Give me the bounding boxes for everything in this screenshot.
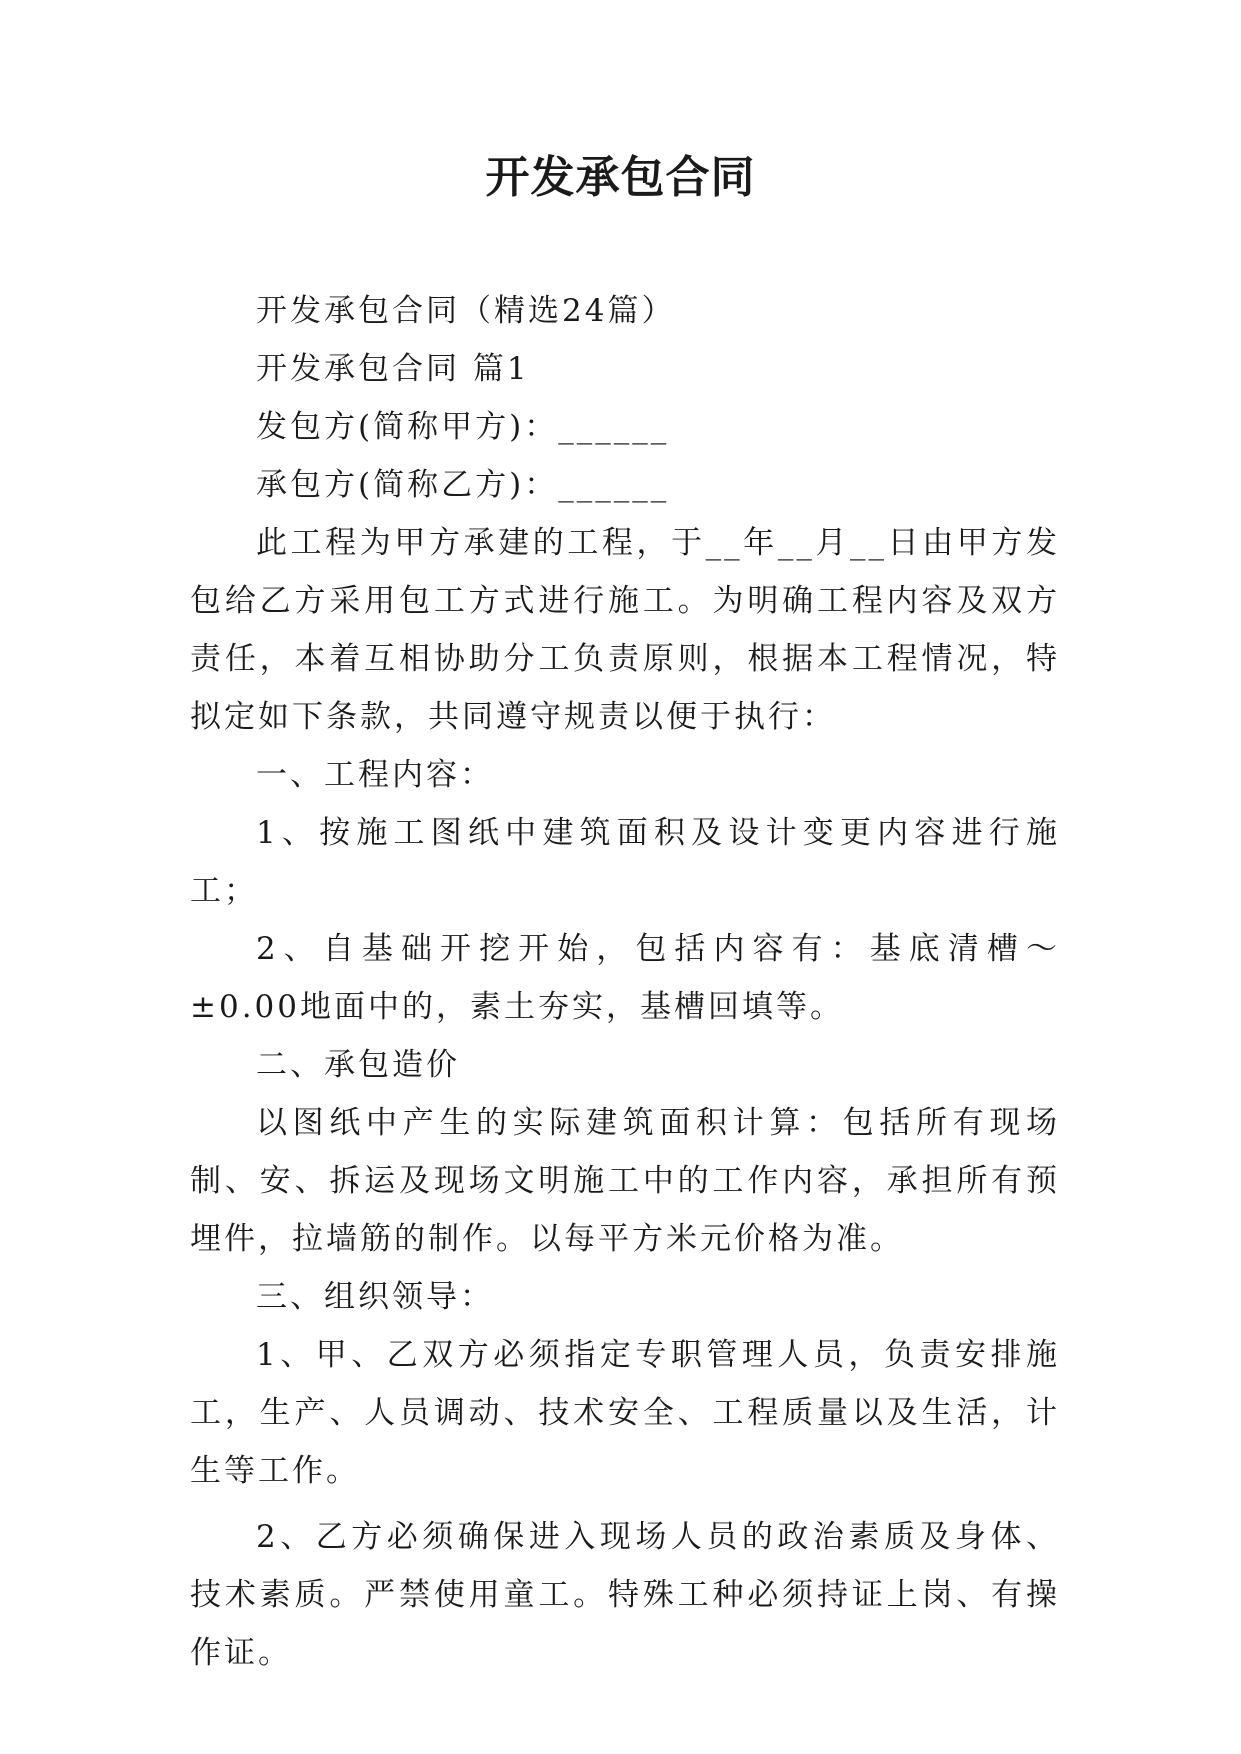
paragraph-heading-3: 三、组织领导：: [256, 1279, 494, 1315]
paragraph-party-b: 承包方(简称乙方)：______: [256, 467, 670, 503]
paragraph-party-a: 发包方(简称甲方)：______: [256, 409, 670, 445]
paragraph-section-heading: 开发承包合同 篇1: [256, 351, 530, 387]
paragraph-heading-2: 二、承包造价: [256, 1047, 460, 1083]
paragraph-item-2: 以图纸中产生的实际建筑面积计算：包括所有现场制、安、拆运及现场文明施工中的工作内容，承担所有预埋件，拉墙筋的制作。以每平方米元价格为准。: [190, 1105, 1060, 1257]
paragraph-subtitle: 开发承包合同（精选24篇）: [256, 293, 676, 329]
paragraph-item-3-1: 1、甲、乙双方必须指定专职管理人员，负责安排施工，生产、人员调动、技术安全、工程质量以及生活，计生等工作。: [190, 1337, 1060, 1489]
paragraph-item-1-2: 2、自基础开挖开始，包括内容有：基底清槽～±0.00地面中的，素土夯实，基槽回填等。: [190, 931, 1060, 1025]
paragraph-item-3-2: 2、乙方必须确保进入现场人员的政治素质及身体、技术素质。严禁使用童工。特殊工种必须持证上岗、有操作证。: [190, 1519, 1060, 1671]
document-body: [190, 282, 1060, 1682]
paragraph-intro: 此工程为甲方承建的工程，于__年__月__日由甲方发包给乙方采用包工方式进行施工。为明确工程内容及双方责任，本着互相协助分工负责原则，根据本工程情况，特拟定如下条款，共同遵守规责以便于执行：: [190, 525, 1060, 735]
paragraph-heading-1: 一、工程内容：: [256, 757, 494, 793]
document-title: 开发承包合同: [485, 152, 756, 203]
paragraph-item-1-1: 1、按施工图纸中建筑面积及设计变更内容进行施工；: [190, 815, 1060, 909]
